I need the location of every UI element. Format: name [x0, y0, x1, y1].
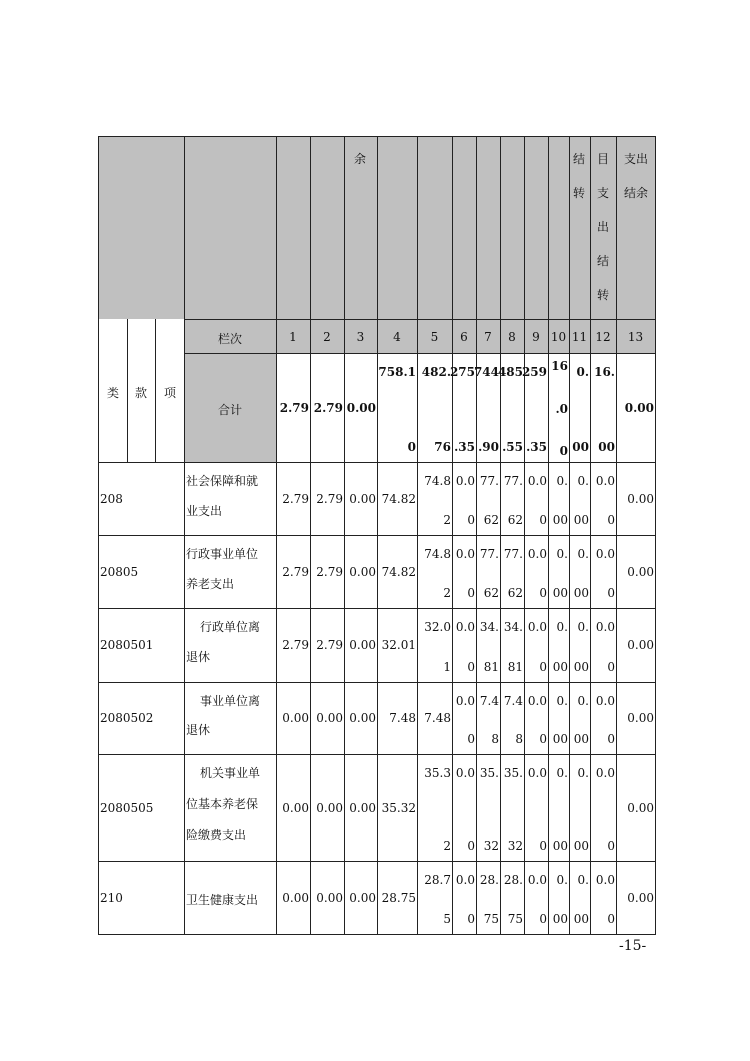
cell-value: .90 [478, 440, 499, 454]
column-index: 10 [550, 330, 567, 344]
header-text: 转 [596, 288, 610, 302]
column-index: 7 [484, 330, 492, 344]
cell-value: 77. [479, 547, 499, 561]
cell-value: 0.00 [349, 800, 376, 815]
column-index: 8 [508, 330, 516, 344]
cell-value: 0 [607, 732, 615, 746]
row-name: 业支出 [186, 503, 223, 518]
cell-value: 76 [434, 440, 451, 454]
cell-value: 74.82 [381, 491, 416, 506]
cell-value: 00 [573, 839, 589, 853]
cell-value: 0 [539, 660, 547, 674]
cell-value: 275 [449, 365, 475, 379]
grid-line [98, 462, 656, 463]
header-text: 目 [596, 152, 610, 166]
cell-value: 62 [507, 586, 523, 600]
cell-value: 0.00 [627, 890, 654, 905]
column-index: 2 [323, 330, 331, 344]
cell-value: 0 [607, 912, 615, 926]
cell-value: 00 [573, 912, 589, 926]
cell-value: 00 [572, 440, 589, 454]
column-index: 13 [627, 330, 644, 344]
cell-value: 74.8 [424, 547, 451, 561]
grid-line [98, 535, 656, 536]
cell-value: 00 [552, 839, 568, 853]
cell-value: 7.48 [389, 711, 416, 725]
cell-value: 0.00 [349, 890, 376, 905]
cell-value: 35. [479, 766, 499, 780]
cell-value: 0 [559, 444, 568, 458]
cell-value: 00 [552, 660, 568, 674]
cell-value: 0. [576, 365, 589, 379]
cell-value: 77. [503, 547, 523, 561]
grid-line [184, 353, 656, 354]
cell-value: 0 [467, 912, 475, 926]
cell-value: 0. [556, 873, 568, 887]
grid-line [98, 754, 656, 755]
cell-value: 0.00 [316, 800, 343, 815]
cell-value: 0 [539, 732, 547, 746]
cell-value: .35 [526, 440, 547, 454]
cell-value: 0.00 [627, 800, 654, 815]
cell-value: 0.00 [627, 491, 654, 506]
cell-value: 0.0 [595, 620, 615, 634]
column-index: 6 [460, 330, 468, 344]
cell-value: 0. [577, 694, 589, 708]
cell-value: 7.4 [503, 694, 523, 708]
header-text: 结余 [623, 186, 649, 200]
cell-value: .0 [555, 401, 568, 416]
cell-value: 0 [467, 586, 475, 600]
column-index: 5 [430, 330, 439, 344]
grid-line [184, 136, 185, 462]
row-name: 卫生健康支出 [186, 892, 259, 907]
cell-value: .35 [454, 440, 475, 454]
cell-value: 0.00 [282, 800, 309, 815]
cell-value: 0.0 [595, 547, 615, 561]
cell-value: 34. [479, 620, 499, 634]
column-index: 11 [571, 330, 588, 344]
cell-value: 0. [556, 547, 568, 561]
cell-value: 0.00 [316, 711, 343, 725]
cell-value: 2 [443, 839, 451, 853]
cell-value: 2.79 [279, 400, 309, 415]
cell-value: 28.75 [381, 890, 416, 905]
cell-value: 0 [607, 513, 615, 527]
column-index: 4 [393, 330, 401, 344]
row-name: 行政单位离 [200, 620, 261, 634]
grid-line [98, 861, 656, 862]
column-index-label: 栏次 [217, 332, 243, 346]
cell-value: 00 [552, 732, 568, 746]
cell-value: 0 [467, 513, 475, 527]
total-label: 合计 [217, 403, 243, 417]
cell-value: 0. [556, 474, 568, 488]
cell-value: 00 [552, 586, 568, 600]
cell-value: 0. [556, 694, 568, 708]
grid-line [127, 319, 128, 462]
header-text: 结 [572, 152, 586, 166]
cell-value: 2.79 [316, 491, 343, 506]
row-name: 退休 [186, 723, 211, 737]
row-name: 养老支出 [186, 576, 235, 591]
cell-value: 0.0 [527, 620, 547, 634]
cell-value: 0.00 [349, 564, 376, 579]
cell-value: 75 [507, 912, 523, 926]
row-code: 210 [100, 890, 123, 905]
cell-value: 2 [443, 586, 451, 600]
row-name: 社会保障和就 [186, 474, 259, 488]
cell-value: 0. [556, 766, 568, 780]
grid-line [98, 934, 656, 935]
cell-value: 16. [594, 365, 615, 379]
cell-value: 62 [507, 513, 523, 527]
cell-value: 32 [483, 839, 499, 853]
xiang-label: 项 [163, 386, 177, 400]
cell-value: 0. [577, 620, 589, 634]
cell-value: 8 [491, 732, 499, 746]
cell-value: 35. [503, 766, 523, 780]
row-name: 退休 [186, 650, 211, 664]
grid-line [98, 608, 656, 609]
cell-value: 00 [573, 513, 589, 527]
header-text: 结 [596, 254, 610, 268]
cell-value: 744 [473, 365, 499, 379]
cell-value: 0.00 [627, 638, 654, 652]
cell-value: 28. [479, 873, 499, 887]
cell-value: 28. [503, 873, 523, 887]
cell-value: 0 [407, 440, 416, 454]
cell-value: 0.00 [349, 491, 376, 506]
cell-value: 0 [467, 839, 475, 853]
row-code: 2080502 [100, 711, 154, 725]
cell-value: 7.48 [424, 711, 451, 725]
cell-value: 0.00 [282, 711, 309, 725]
cell-value: 0. [577, 547, 589, 561]
cell-value: 0. [577, 766, 589, 780]
cell-value: 2.79 [282, 491, 309, 506]
grid-line [184, 462, 185, 934]
cell-value: 0.00 [282, 890, 309, 905]
cell-value: 28.7 [424, 873, 451, 887]
header-text: 出 [596, 220, 610, 234]
row-code: 2080501 [100, 638, 154, 652]
column-index: 3 [356, 330, 365, 344]
cell-value: 0.0 [527, 694, 547, 708]
cell-value: 0.0 [455, 694, 475, 708]
header-text: 支 [596, 186, 610, 200]
cell-value: 0 [607, 586, 615, 600]
cell-value: 0.0 [595, 873, 615, 887]
row-name: 险缴费支出 [186, 828, 247, 842]
grid-line [155, 319, 156, 462]
cell-value: 0.0 [527, 873, 547, 887]
cell-value: 0 [467, 732, 475, 746]
page-number: -15- [619, 938, 647, 954]
grid-line [98, 682, 656, 683]
cell-value: 0.0 [527, 766, 547, 780]
cell-value: 0.0 [595, 766, 615, 780]
cell-value: 2 [443, 513, 451, 527]
cell-value: 0.00 [316, 890, 343, 905]
cell-value: 0 [539, 513, 547, 527]
header-text: 支出 [623, 152, 649, 166]
cell-value: 485 [497, 365, 523, 379]
row-name: 位基本养老保 [186, 797, 259, 811]
row-name: 事业单位离 [200, 694, 261, 708]
grid-line [98, 136, 656, 137]
cell-value: 0 [539, 839, 547, 853]
cell-value: 0. [577, 873, 589, 887]
cell-value: 0.00 [349, 711, 376, 725]
cell-value: 00 [573, 732, 589, 746]
cell-value: 0.0 [455, 620, 475, 634]
column-index: 9 [532, 330, 540, 344]
cell-value: 81 [507, 660, 523, 674]
cell-value: 74.8 [424, 474, 451, 488]
cell-value: 35.32 [381, 800, 416, 815]
cell-value: 32.01 [381, 638, 416, 652]
cell-value: 62 [483, 586, 499, 600]
cell-value: 77. [503, 474, 523, 488]
row-code: 20805 [100, 564, 139, 579]
row-name: 机关事业单 [200, 766, 261, 780]
cell-value: 0.0 [455, 766, 475, 780]
cell-value: 0. [556, 620, 568, 634]
cell-value: 0 [539, 912, 547, 926]
cell-value: 8 [515, 732, 523, 746]
class-label: 类 [106, 386, 120, 400]
row-name: 行政事业单位 [186, 547, 259, 561]
column-index: 1 [289, 330, 297, 344]
cell-value: 0.0 [455, 873, 475, 887]
cell-value: 0.00 [627, 711, 654, 725]
cell-value: 2.79 [316, 564, 343, 579]
row-code: 208 [100, 491, 123, 506]
cell-value: 0 [539, 586, 547, 600]
column-index: 12 [595, 330, 611, 344]
cell-value: 0 [467, 660, 475, 674]
header-text: 余 [353, 152, 367, 166]
cell-value: 0.0 [455, 547, 475, 561]
cell-value: 0 [607, 839, 615, 853]
header-text: 转 [572, 186, 586, 200]
cell-value: 0. [577, 474, 589, 488]
grid-line [184, 319, 656, 320]
cell-value: 7.4 [479, 694, 499, 708]
cell-value: 74.82 [381, 564, 416, 579]
budget-table [98, 136, 655, 934]
cell-value: 2.79 [316, 638, 343, 652]
cell-value: 0.00 [346, 400, 376, 415]
cell-value: 482. [421, 365, 451, 379]
cell-value: 2.79 [282, 564, 309, 579]
cell-value: 62 [483, 513, 499, 527]
cell-value: 00 [598, 440, 615, 454]
cell-value: 2.79 [313, 400, 343, 415]
cell-value: 32.0 [424, 620, 451, 634]
cell-value: 34. [503, 620, 523, 634]
kuan-label: 款 [134, 386, 148, 400]
cell-value: 00 [552, 912, 568, 926]
cell-value: 0.0 [595, 474, 615, 488]
cell-value: 00 [573, 660, 589, 674]
cell-value: 00 [552, 513, 568, 527]
cell-value: 0 [607, 660, 615, 674]
cell-value: 0.00 [349, 638, 376, 652]
cell-value: 259 [521, 365, 547, 379]
cell-value: 5 [443, 912, 451, 926]
cell-value: .55 [502, 440, 523, 454]
cell-value: 0.0 [527, 474, 547, 488]
cell-value: 0.0 [527, 547, 547, 561]
row-code: 2080505 [100, 800, 154, 815]
cell-value: 77. [479, 474, 499, 488]
cell-value: 0.0 [455, 474, 475, 488]
cell-value: 32 [507, 839, 523, 853]
cell-value: 75 [483, 912, 499, 926]
cell-value: 81 [483, 660, 499, 674]
cell-value: 16 [551, 359, 568, 373]
cell-value: 2.79 [282, 638, 309, 652]
cell-value: 0.00 [624, 400, 654, 415]
cell-value: 1 [443, 660, 451, 674]
cell-value: 35.3 [424, 766, 451, 780]
cell-value: 0.00 [627, 564, 654, 579]
cell-value: 0.0 [595, 694, 615, 708]
cell-value: 758.1 [378, 365, 416, 379]
cell-value: 00 [573, 586, 589, 600]
